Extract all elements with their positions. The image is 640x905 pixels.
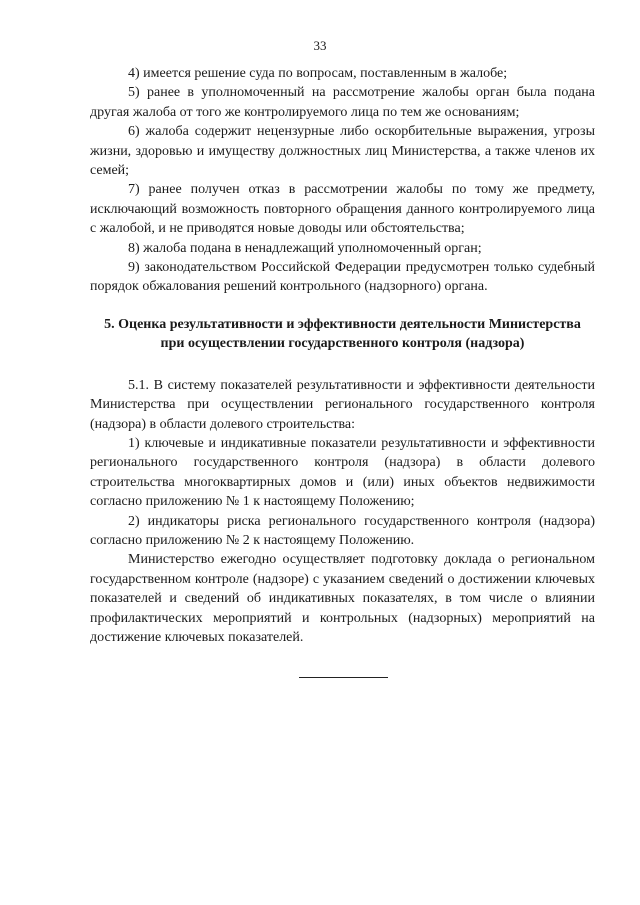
page-number: 33 [313,38,327,53]
section-heading-line-1: 5. Оценка результативности и эффективности деятельности Министерства [104,316,581,332]
paragraph-5-1: 5.1. В систему показателей результативности и эффективности деятельности Министерства при осуществлении регионального государственного контроля (надзора) в области долевого строительства: [90,377,595,432]
list-item-5: 5) ранее в уполномоченный на рассмотрение жалобы орган была подана другая жалоба от того же контролируемого лица по тем же основаниям; [90,85,595,120]
end-of-document-line [299,677,388,678]
list-item-8: 8) жалоба подана в ненадлежащий уполномоченный орган; [128,240,482,256]
document-body [90,64,595,647]
paragraph-5-1-item-2: 2) индикаторы риска регионального государственного контроля (надзора) согласно приложению № 2 к настоящему Положению. [90,513,595,548]
list-item-7: 7) ранее получен отказ в рассмотрении жалобы по тому же предмету, исключающий возможность повторного обращения данного контролируемого лица с жалобой, и не приводятся новые доводы или обстоятельства; [90,182,595,237]
list-item-4: 4) имеется решение суда по вопросам, поставленным в жалобе; [128,66,508,81]
section-heading-line-2: при осуществлении государственного контроля (надзора) [160,336,525,352]
list-item-9: 9) законодательством Российской Федерации предусмотрен только судебный порядок обжалования решений контрольного (надзорного) органа. [90,260,595,295]
list-item-6: 6) жалоба содержит нецензурные либо оскорбительные выражения, угрозы жизни, здоровью и имуществу должностных лиц Министерства, а также членов их семей; [90,124,595,179]
paragraph-5-1-item-1: 1) ключевые и индикативные показатели результативности и эффективности регионального государственного контроля (надзора) в области долевого строительства многоквартирных домов и (или) иных объектов недвижимости согласно приложению № 1 к настоящему Положению; [90,435,595,510]
paragraph-annual-report: Министерство ежегодно осуществляет подготовку доклада о региональном государственном контроле (надзоре) с указанием сведений о достижении ключевых показателей и сведений об индикативных показателях, в том числе о влиянии профилактических мероприятий и контрольных (надзорных) мероприятий на достижение ключевых показателей. [90,552,595,645]
section-heading [90,315,595,354]
